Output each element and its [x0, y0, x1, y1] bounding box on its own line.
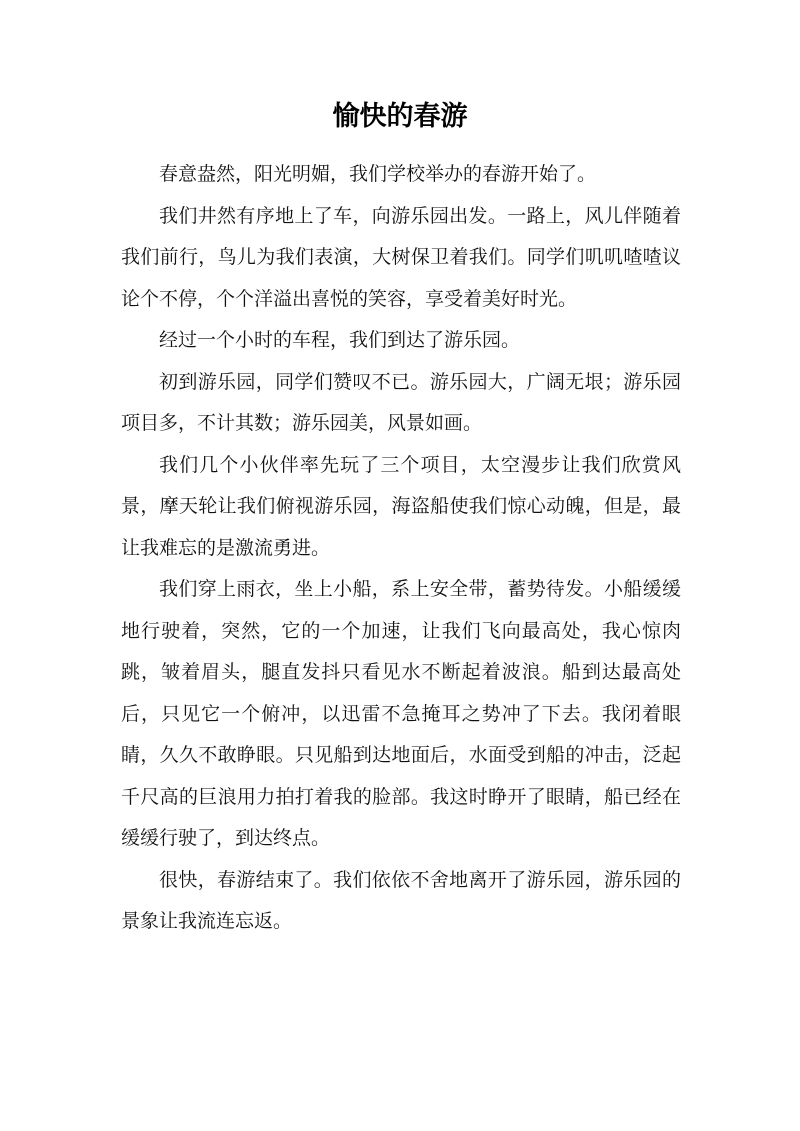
document-body	[121, 154, 681, 943]
paragraph: 我们几个小伙伴率先玩了三个项目，太空漫步让我们欣赏风景，摩天轮让我们俯视游乐园，海盗船使我们惊心动魄，但是，最让我难忘的是激流勇进。	[121, 453, 681, 559]
paragraph: 春意盎然，阳光明媚，我们学校举办的春游开始了。	[159, 163, 597, 185]
paragraph: 很快，春游结束了。我们依依不舍地离开了游乐园，游乐园的景象让我流连忘返。	[121, 868, 681, 932]
paragraph: 初到游乐园，同学们赞叹不已。游乐园大，广阔无垠；游乐园项目多，不计其数；游乐园美，风景如画。	[121, 370, 681, 434]
paragraph: 经过一个小时的车程，我们到达了游乐园。	[159, 329, 521, 351]
paragraph: 我们穿上雨衣，坐上小船，系上安全带，蓄势待发。小船缓缓地行驶着，突然，它的一个加速，让我们飞向最高处，我心惊肉跳，皱着眉头，腿直发抖只看见水不断起着波浪。船到达最高处后，只见它一个俯冲，以迅雷不急掩耳之势冲了下去。我闭着眼睛，久久不敢睁眼。只见船到达地面后，水面受到船的冲击，泛起千尺高的巨浪用力拍打着我的脸部。我这时睁开了眼睛，船已经在缓缓行驶了，到达终点。	[121, 578, 681, 849]
paragraph: 我们井然有序地上了车，向游乐园出发。一路上，风儿伴随着我们前行，鸟儿为我们表演，大树保卫着我们。同学们叽叽喳喳议论个不停，个个洋溢出喜悦的笑容，享受着美好时光。	[121, 204, 681, 310]
document-title: 愉快的春游	[332, 101, 468, 132]
